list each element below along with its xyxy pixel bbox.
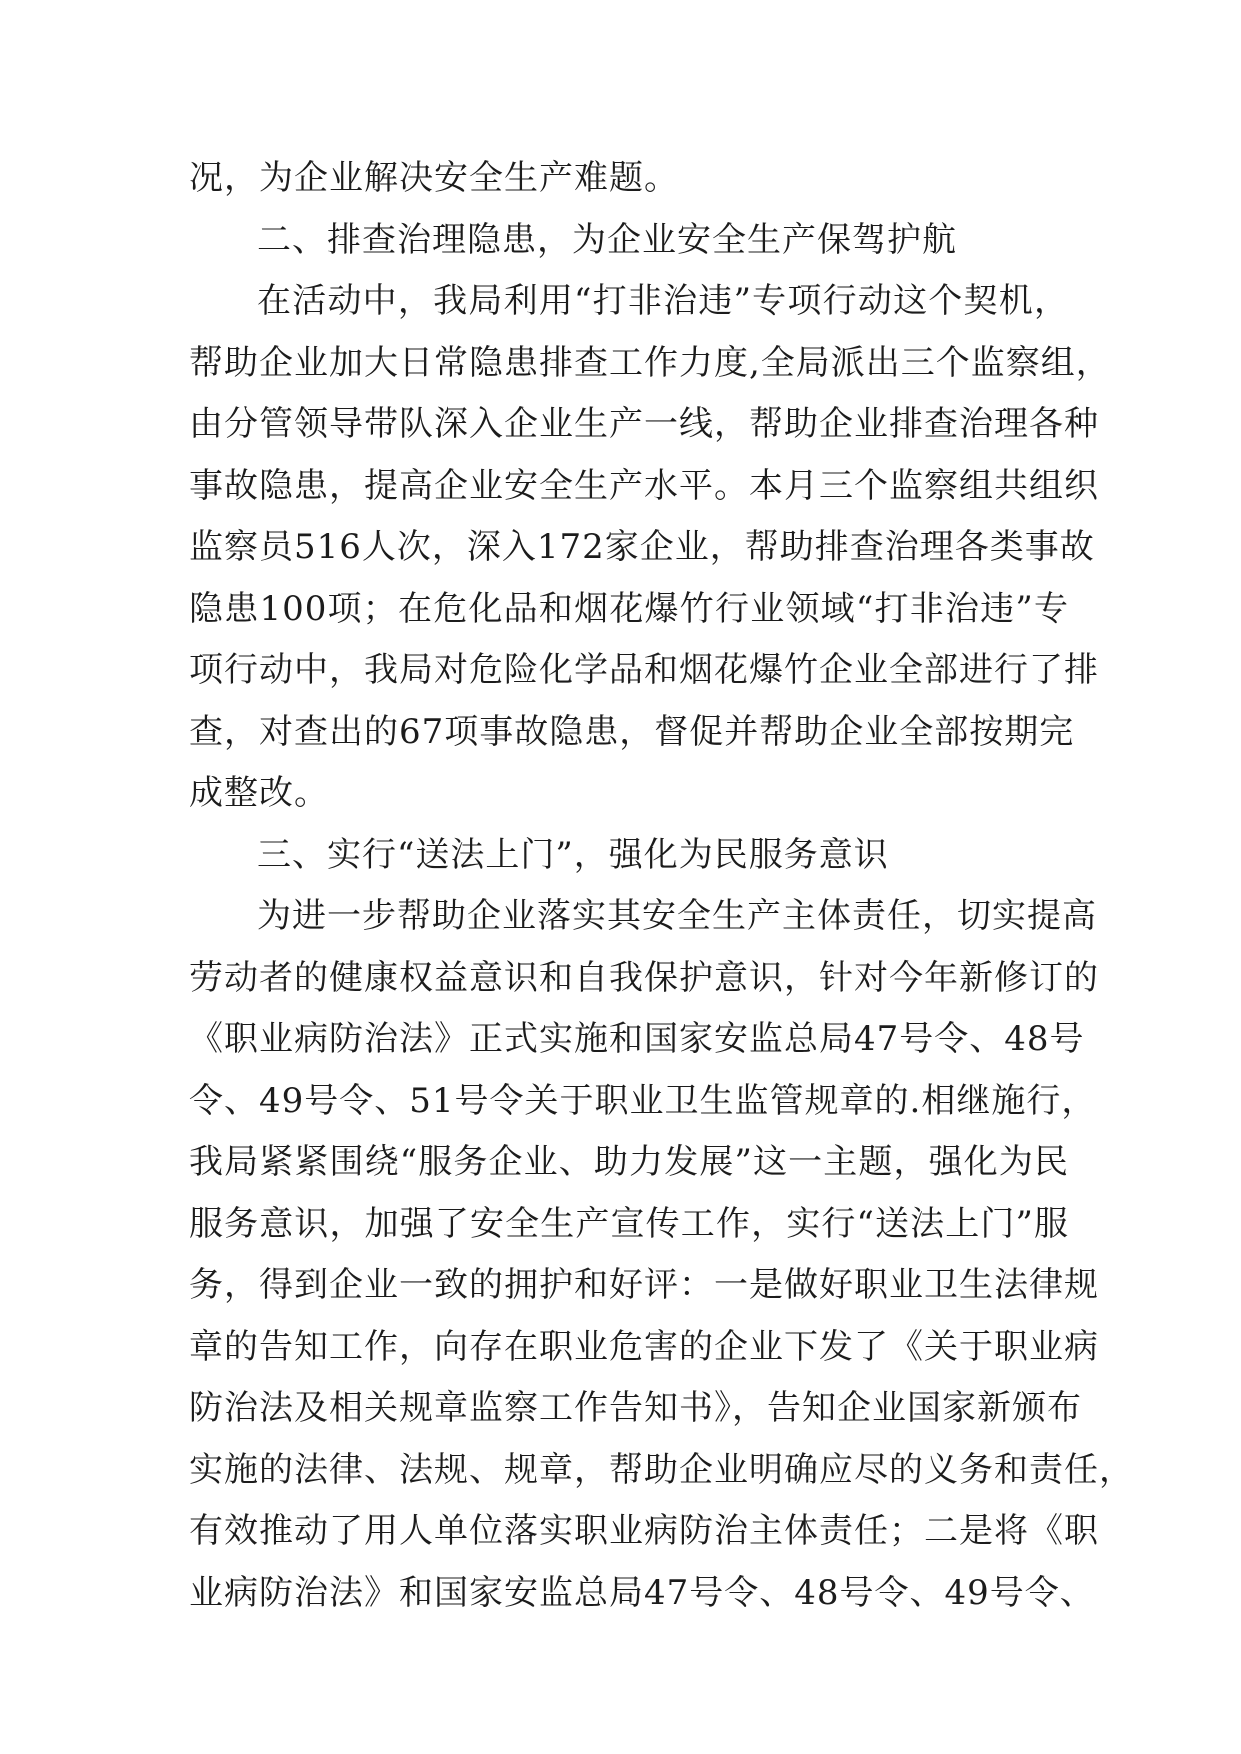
text-line: 服务意识，加强了安全生产宣传工作，实行“送法上门”服	[189, 1203, 1069, 1244]
text-line: 业病防治法》和国家安监总局47号令、48号令、49号令、	[189, 1572, 1095, 1613]
text-line: 劳动者的健康权益意识和自我保护意识，针对今年新修订的	[189, 957, 1099, 998]
text-line: 在活动中，我局利用“打非治违”专项行动这个契机，	[257, 281, 1069, 321]
text-line: 成整改。	[189, 773, 329, 813]
text-line: 为进一步帮助企业落实其安全生产主体责任，切实提高	[257, 896, 1097, 936]
section-heading-3: 三、实行“送法上门”，强化为民服务意识	[257, 834, 889, 875]
text-line: 有效推动了用人单位落实职业病防治主体责任；二是将《职	[189, 1511, 1099, 1551]
text-line: 防治法及相关规章监察工作告知书》，告知企业国家新颁布	[189, 1388, 1082, 1428]
text-line: 我局紧紧围绕“服务企业、助力发展”这一主题，强化为民	[189, 1142, 1069, 1182]
text-line: 项行动中，我局对危险化学品和烟花爆竹企业全部进行了排	[189, 650, 1099, 690]
text-line: 务，得到企业一致的拥护和好评：一是做好职业卫生法律规	[189, 1265, 1099, 1305]
text-line: 章的告知工作，向存在职业危害的企业下发了《关于职业病	[189, 1326, 1099, 1367]
text-line: 由分管领导带队深入企业生产一线，帮助企业排查治理各种	[189, 404, 1099, 444]
text-line: 实施的法律、法规、规章，帮助企业明确应尽的义务和责任，	[189, 1449, 1134, 1490]
text-line: 令、49号令、51号令关于职业卫生监管规章的.相继施行，	[189, 1080, 1097, 1121]
section-heading-2: 二、排查治理隐患，为企业安全生产保驾护航	[257, 219, 957, 260]
text-line: 监察员516人次，深入172家企业，帮助排查治理各类事故	[189, 527, 1095, 567]
text-line: 隐患100项；在危化品和烟花爆竹行业领域“打非治违”专	[189, 588, 1069, 629]
document-body	[189, 148, 1134, 1624]
text-line: 帮助企业加大日常隐患排查工作力度,全局派出三个监察组，	[189, 342, 1111, 383]
text-line: 查，对查出的67项事故隐患，督促并帮助企业全部按期完	[189, 711, 1075, 752]
text-line: 事故隐患，提高企业安全生产水平。本月三个监察组共组织	[189, 465, 1099, 506]
text-line: 《职业病防治法》正式实施和国家安监总局47号令、48号	[189, 1019, 1085, 1059]
text-line: 况，为企业解决安全生产难题。	[189, 158, 679, 198]
